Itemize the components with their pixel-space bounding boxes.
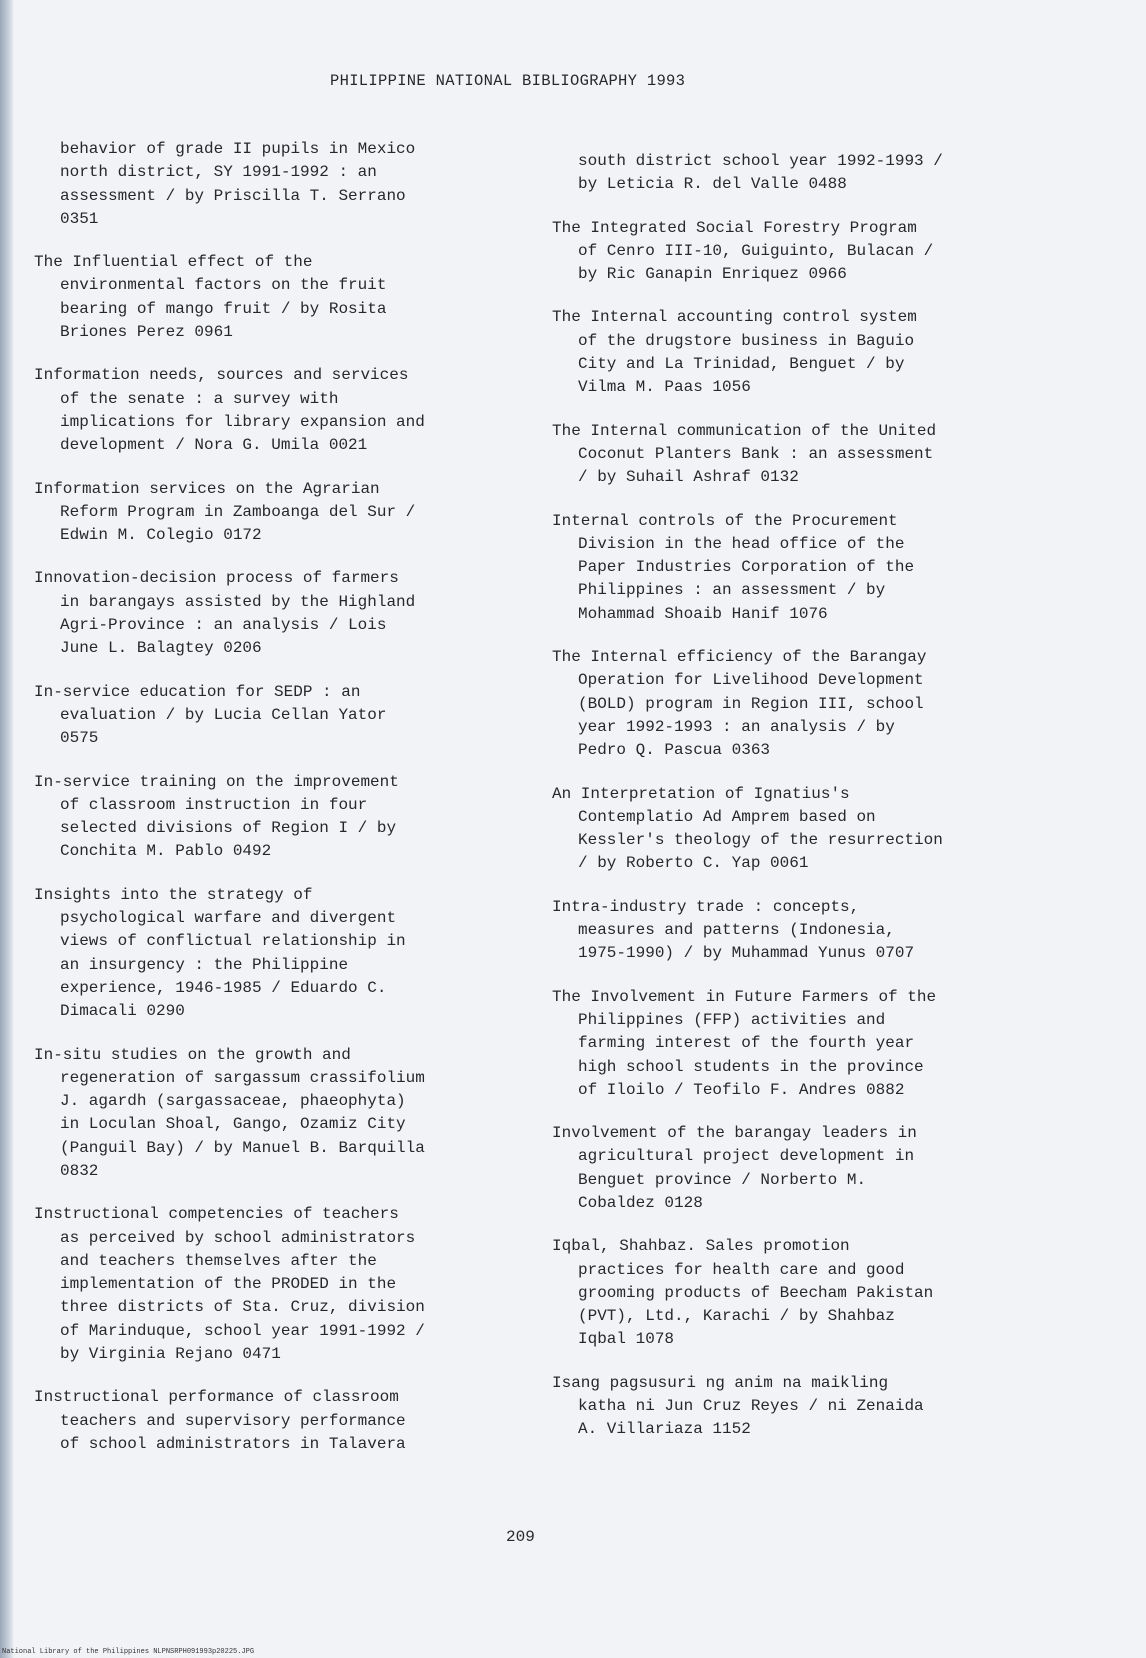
bibliography-entry: behavior of grade II pupils in Mexico north district, SY 1991-1992 : an assessment / by Priscilla T. Serrano 0351: [60, 140, 416, 228]
bibliography-entry: Instructional performance of classroom teachers and supervisory performance of school administrators in Talavera: [34, 1388, 406, 1453]
bibliography-entry: Information services on the Agrarian Reform Program in Zamboanga del Sur / Edwin M. Colegio 0172: [34, 479, 416, 545]
bibliography-entry: Instructional competencies of teachers as perceived by school administrators and teachers themselves after the implementation of the PRODED in the three districts of Sta. Cruz, division of Marinduque, school year 1991-1992 / by Virginia Rejano 0471: [34, 1205, 425, 1364]
bibliography-entry: south district school year 1992-1993 / by Leticia R. del Valle 0488: [578, 152, 943, 194]
bibliography-entry: Internal controls of the Procurement Division in the head office of the Paper Industries Corporation of the Philippines : an assessment / by Mohammad Shoaib Hanif 1076: [552, 511, 915, 623]
bibliography-entry: Innovation-decision process of farmers in barangays assisted by the Highland Agri-Province : an analysis / Lois June L. Balagtey 0206: [34, 569, 416, 658]
bibliography-entry: An Interpretation of Ignatius's Contemplatio Ad Amprem based on Kessler's theology of the resurrection / by Roberto C. Yap 0061: [552, 784, 943, 873]
footer-credit: National Library of the Philippines NLPNSRPH091993p20225.JPG: [2, 1648, 255, 1656]
bibliography-entry: Insights into the strategy of psychological warfare and divergent views of conflictual relationship in an insurgency : the Philippine experience, 1946-1985 / Eduardo C. Dimacali 0290: [34, 885, 406, 1021]
bibliography-entry: Iqbal, Shahbaz. Sales promotion practices for health care and good grooming products of Beecham Pakistan (PVT), Ltd., Karachi / by Shahbaz Iqbal 1078: [552, 1237, 934, 1349]
binding-edge: [0, 0, 14, 1658]
bibliography-entry: The Internal efficiency of the Barangay Operation for Livelihood Development (BOLD) program in Region III, school year 1992-1993 : an analysis / by Pedro Q. Pascua 0363: [552, 648, 927, 760]
right-column: [552, 150, 1032, 1462]
bibliography-entry: The Involvement in Future Farmers of the Philippines (FFP) activities and farming interest of the fourth year high school students in the province of Iloilo / Teofilo F. Andres 0882: [552, 987, 937, 1099]
bibliography-entry: In-service training on the improvement of classroom instruction in four selected divisions of Region I / by Conchita M. Pablo 0492: [34, 772, 399, 861]
left-column: [34, 138, 514, 1476]
bibliography-entry: The Integrated Social Forestry Program of Cenro III-10, Guiguinto, Bulacan / by Ric Ganapin Enriquez 0966: [552, 218, 934, 284]
bibliography-entry: Information needs, sources and services of the senate : a survey with implications for library expansion and development / Nora G. Umila 0021: [34, 366, 425, 455]
bibliography-entry: Isang pagsusuri ng anim na maikling katha ni Jun Cruz Reyes / ni Zenaida A. Villariaza 1152: [552, 1373, 924, 1439]
bibliography-entry: Intra-industry trade : concepts, measures and patterns (Indonesia, 1975-1990) / by Muhammad Yunus 0707: [552, 897, 915, 963]
bibliography-entry: Involvement of the barangay leaders in agricultural project development in Benguet province / Norberto M. Cobaldez 0128: [552, 1124, 917, 1212]
bibliography-entry: In-service education for SEDP : an evaluation / by Lucia Cellan Yator 0575: [34, 682, 387, 748]
running-head: PHILIPPINE NATIONAL BIBLIOGRAPHY 1993: [330, 72, 686, 90]
page-number: 209: [506, 1528, 535, 1546]
bibliography-entry: The Internal accounting control system of the drugstore business in Baguio City and La Trinidad, Benguet / by Vilma M. Paas 1056: [552, 308, 917, 397]
bibliography-entry: The Influential effect of the environmental factors on the fruit bearing of mango fruit / by Rosita Briones Perez 0961: [34, 253, 387, 342]
bibliography-entry: In-situ studies on the growth and regeneration of sargassum crassifolium J. agardh (sargassaceae, phaeophyta) in Loculan Shoal, Gango, Ozamiz City (Panguil Bay) / by Manuel B. Barquilla 0832: [34, 1045, 425, 1180]
bibliography-entry: The Internal communication of the United Coconut Planters Bank : an assessment / by Suhail Ashraf 0132: [552, 421, 937, 487]
